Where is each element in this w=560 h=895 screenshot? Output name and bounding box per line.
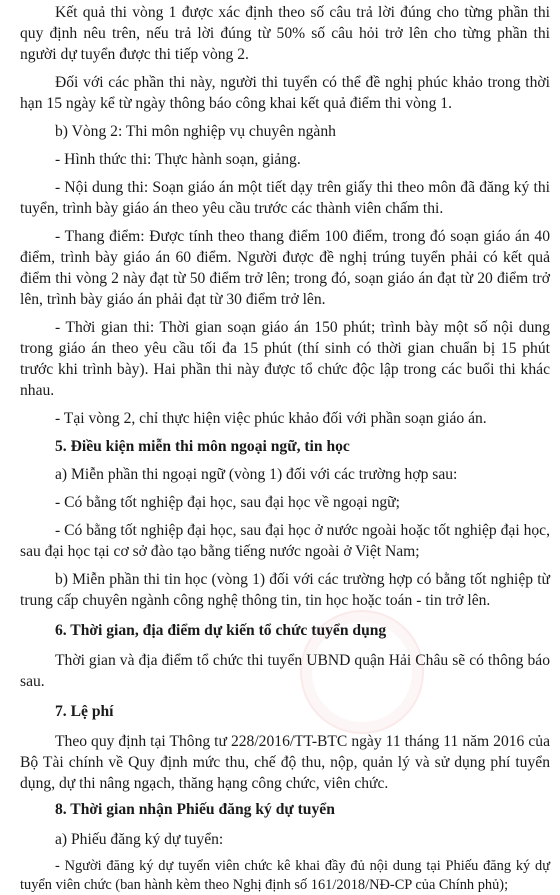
paragraph-round1-appeal: Đối với các phần thi này, người thi tuyển có thể đề nghị phúc khảo trong thời hạn 15 ngày kể từ ngày thông báo công khai kết quả điểm thi vòng 1.: [20, 74, 550, 112]
paragraph-round1-result: Kết quả thi vòng 1 được xác định theo số câu trả lời đúng cho từng phần thi quy định nêu trên, nếu trả lời đúng từ 50% số câu hỏi trở lên cho từng phần thi người dự tuyển được thi tiếp vòng 2.: [20, 4, 550, 63]
paragraph-round2-duration: - Thời gian thi: Thời gian soạn giáo án 150 phút; trình bày một số nội dung trong giáo án theo yêu cầu tối đa 15 phút (thí sinh có thời gian chuẩn bị 15 phút trước khi trình bày). Hai phần thi này được tổ chức độc lập trong các buổi thi khác nhau.: [20, 319, 550, 399]
paragraph-fees: Theo quy định tại Thông tư 228/2016/TT-BTC ngày 11 tháng 11 năm 2016 của Bộ Tài chính về Quy định mức thu, chế độ thu, nộp, quản lý và sử dụng phí tuyển dụng, dự thi nâng ngạch, thăng hạng công chức, viên chức.: [20, 733, 550, 792]
paragraph-language-exemption: a) Miễn phần thi ngoại ngữ (vòng 1) đối với các trường hợp sau:: [55, 466, 458, 483]
paragraph-round2-format: - Hình thức thi: Thực hành soạn, giảng.: [55, 151, 301, 168]
paragraph-round2-scoring: - Thang điểm: Được tính theo thang điểm 100 điểm, trong đó soạn giáo án 40 điểm, trình bày giáo án 60 điểm. Người được đề nghị trúng tuyển phải có kết quả điểm thi vòng 2 này đạt từ 50 điểm trở lên; trong đó, soạn giáo án đạt từ 20 điểm trở lên, trình bày giáo án phải đạt từ 30 điểm trở lên.: [20, 228, 550, 308]
paragraph-registration-form: a) Phiếu đăng ký dự tuyển:: [55, 831, 224, 848]
paragraph-round2-heading: b) Vòng 2: Thi môn nghiệp vụ chuyên ngành: [55, 123, 336, 140]
paragraph-round2-content: - Nội dung thi: Soạn giáo án một tiết dạy trên giấy thi theo môn đã đăng ký thi tuyển, trình bày giáo án theo yêu cầu trước các thành viên chấm thi.: [20, 179, 550, 217]
paragraph-it-exemption: b) Miễn phần thi tin học (vòng 1) đối với các trường hợp có bằng tốt nghiệp từ trung cấp chuyên ngành công nghệ thông tin, tin học hoặc toán - tin trở lên.: [20, 571, 550, 609]
paragraph-round2-appeal: - Tại vòng 2, chỉ thực hiện việc phúc khảo đối với phần soạn giáo án.: [55, 410, 487, 427]
paragraph-language-degree: - Có bằng tốt nghiệp đại học, sau đại học về ngoại ngữ;: [55, 494, 400, 511]
paragraph-foreign-degree: - Có bằng tốt nghiệp đại học, sau đại học ở nước ngoài hoặc tốt nghiệp đại học, sau đại học tại cơ sở đào tạo bằng tiếng nước ngoài ở Việt Nam;: [20, 522, 550, 560]
paragraph-registration-detail: - Người đăng ký dự tuyển viên chức kê khai đầy đủ nội dung tại Phiếu đăng ký dự tuyển viên chức (ban hành kèm theo Nghị định số 161/2018/NĐ-CP của Chính phủ);: [20, 858, 550, 893]
section-heading-exemption: 5. Điều kiện miễn thi môn ngoại ngữ, tin học: [55, 438, 350, 455]
paragraph-time-place: Thời gian và địa điểm tổ chức thi tuyển UBND quận Hải Châu sẽ có thông báo sau.: [20, 652, 550, 690]
section-heading-registration: 8. Thời gian nhận Phiếu đăng ký dự tuyển: [55, 801, 335, 818]
document-body: [20, 2, 550, 895]
section-heading-fees: 7. Lệ phí: [55, 703, 114, 720]
section-heading-time-place: 6. Thời gian, địa điểm dự kiến tổ chức tuyển dụng: [55, 622, 387, 639]
